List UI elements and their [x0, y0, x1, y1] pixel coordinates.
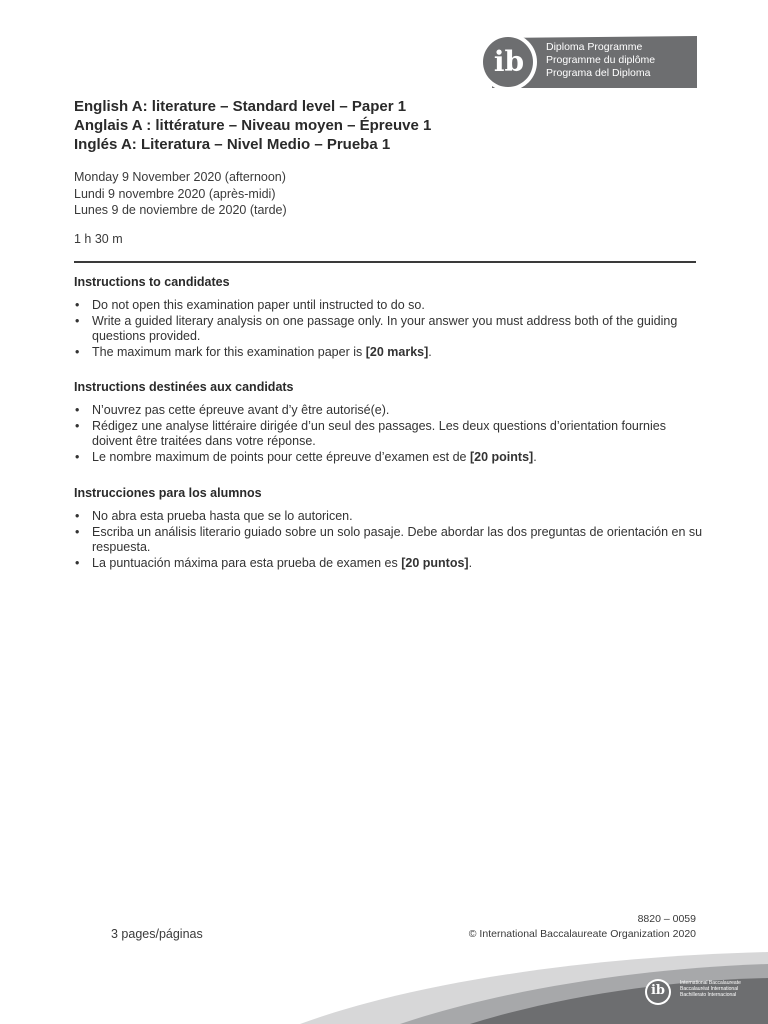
list-item: • Rédigez une analyse littéraire dirigée d’un seul des passages. Les deux questions d’orientation fournies doivent être traitées dans votre réponse. [75, 418, 666, 448]
instructions-en [74, 275, 704, 360]
title-en: English A: literature – Standard level – Paper 1 [74, 98, 407, 115]
section-heading-fr: Instructions destinées aux candidats [74, 380, 294, 394]
exam-duration: 1 h 30 m [74, 232, 123, 246]
instructions-fr [74, 380, 704, 465]
title-fr: Anglais A : littérature – Niveau moyen – Épreuve 1 [74, 117, 432, 134]
list-item: • Do not open this examination paper until instructed to do so. [75, 298, 425, 312]
list-item: • No abra esta prueba hasta que se lo autoricen. [75, 509, 353, 523]
list-item: • N’ouvrez pas cette épreuve avant d’y être autorisé(e). [75, 403, 390, 417]
paper-titles [74, 97, 714, 154]
title-es: Inglés A: Literatura – Nivel Medio – Prueba 1 [74, 136, 391, 153]
copyright: © International Baccalaureate Organization 2020 [468, 928, 696, 940]
list-item: • Le nombre maximum de points pour cette épreuve d’examen est de [20 points]. [75, 449, 537, 464]
bottom-ib-logo-icon: ib [650, 983, 666, 998]
bottom-org-names: International Baccalaureate Baccalauréat International Bachillerato Internacional [680, 980, 741, 998]
banner-text [546, 41, 655, 80]
list-item: • Escriba un análisis literario guiado sobre un solo pasaje. Debe abordar las dos preguntas de orientación en su respuesta. [75, 524, 703, 554]
list-item: • Write a guided literary analysis on one passage only. In your answer you must address both of the guiding questions provided. [75, 313, 678, 343]
list-item: • The maximum mark for this examination paper is [20 marks]. [75, 344, 432, 359]
exam-dates [74, 169, 287, 219]
list-item: • La puntuación máxima para esta prueba de examen es [20 puntos]. [75, 555, 473, 570]
banner-line-fr: Programme du diplôme [546, 54, 656, 66]
banner-line-en: Diploma Programme [546, 41, 643, 53]
ib-diploma-banner [478, 36, 697, 88]
ib-logo-icon: ib [493, 45, 525, 78]
instructions-es [74, 486, 704, 571]
banner-line-es: Programa del Diploma [546, 67, 651, 79]
date-fr: Lundi 9 novembre 2020 (après-midi) [74, 186, 276, 201]
section-heading-en: Instructions to candidates [74, 275, 230, 289]
date-en: Monday 9 November 2020 (afternoon) [74, 170, 286, 184]
divider [74, 261, 696, 263]
section-heading-es: Instrucciones para los alumnos [74, 486, 262, 500]
page-count: 3 pages/páginas [111, 927, 203, 941]
paper-code: 8820 – 0059 [637, 913, 696, 925]
footer-codes [469, 912, 696, 942]
date-es: Lunes 9 de noviembre de 2020 (tarde) [74, 203, 287, 217]
